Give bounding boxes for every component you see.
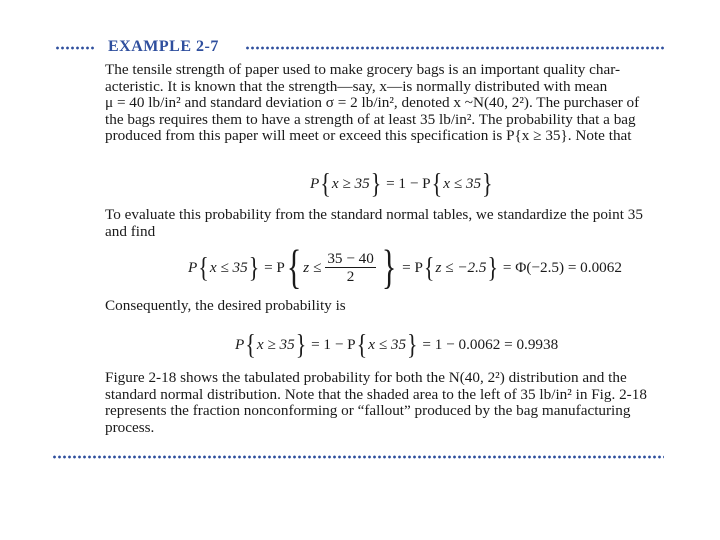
eq-term: x ≥ 35 [256, 336, 295, 353]
text-line: standard normal distribution. Note that the shaded area to the left of 35 lb/in² in Fig. 2-18 [105, 385, 647, 403]
eq-term: = 1 − P [386, 175, 431, 192]
dotted-rule-right [245, 46, 665, 50]
fraction [325, 250, 376, 285]
paragraph-figure-note [105, 370, 667, 436]
eq-term: x ≤ 35 [443, 175, 482, 192]
eq-term: x ≤ 35 [368, 336, 407, 353]
text-line: and find [105, 222, 156, 240]
text-line: represents the fraction nonconforming or “fallout” produced by the bag manufacturing [105, 402, 631, 420]
text-line: μ = 40 lb/in² and standard deviation σ = 2 lb/in², denoted x ~N(40, 2²). The purchaser of [105, 94, 640, 112]
eq-result: = 1 − 0.0062 = 0.9938 [422, 336, 559, 353]
paragraph-intro [105, 62, 667, 145]
text-line: The tensile strength of paper used to make grocery bags is an important quality char- [105, 61, 621, 78]
equation-complement: P { x ≥ 35 } = 1 − P { x ≤ 35 } [310, 167, 493, 200]
text-line: produced from this paper will meet or exceed this specification is P{x ≥ 35}. Note that [105, 127, 632, 145]
dotted-rule-bottom [52, 455, 664, 459]
eq-result: = Φ(−2.5) = 0.0062 [502, 258, 622, 276]
equation-result: P { x ≥ 35 } = 1 − P { x ≤ 35 } = 1 − 0.0062 = 0.9938 [235, 328, 559, 361]
eq-symbol: P [235, 336, 245, 353]
equation-standardization: P { x ≤ 35 } = P { z ≤ $\frac{35 - 40}{2}$ } = P { z ≤ −2.5 } = Φ(−2.5) = 0.0062 [188, 240, 622, 294]
eq-symbol: P [310, 175, 320, 192]
text-line: process. [105, 418, 155, 436]
eq-term: z ≤ −2.5 [435, 258, 487, 276]
fraction-numerator: 35 − 40 [327, 250, 374, 267]
text-line: acteristic. It is known that the strength—say, x—is normally distributed with mean [105, 77, 608, 95]
eq-term: z ≤ [303, 258, 322, 276]
eq-term: = P [402, 258, 423, 276]
eq-term: = 1 − P [311, 336, 356, 353]
dotted-rule-left [55, 46, 95, 50]
eq-term: x ≤ 35 [209, 258, 248, 276]
text-line: To evaluate this probability from the standard normal tables, we standardize the point 35 [105, 206, 643, 223]
paragraph-consequently [105, 298, 667, 315]
text-line: Figure 2-18 shows the tabulated probability for both the N(40, 2²) distribution and the [105, 369, 627, 386]
text-line: Consequently, the desired probability is [105, 297, 346, 314]
example-title: EXAMPLE 2-7 [108, 38, 219, 55]
eq-term: x ≥ 35 [331, 175, 370, 192]
eq-symbol: P [188, 258, 198, 276]
text-line: the bags requires them to have a strength of at least 35 lb/in². The probability that a bag [105, 110, 636, 128]
fraction-denominator: 2 [346, 268, 355, 285]
paragraph-standardize [105, 207, 667, 240]
eq-term: = P [264, 258, 285, 276]
